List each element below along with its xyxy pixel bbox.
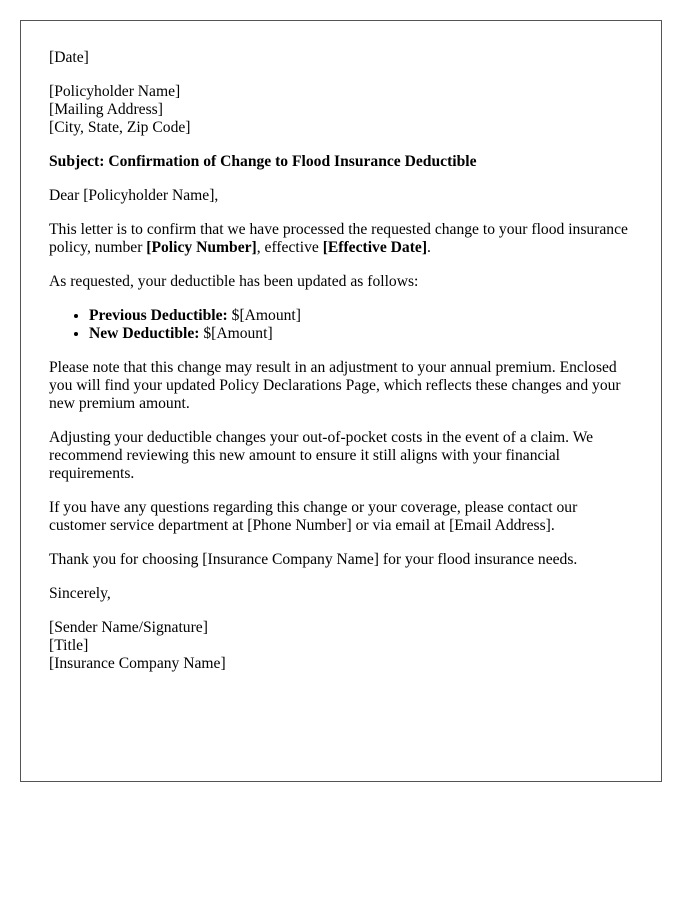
letter-page [20,20,662,782]
recipient-city-state-zip: [City, State, Zip Code] [49,119,191,136]
recipient-mailing-address: [Mailing Address] [49,101,163,118]
intro-suffix: . [427,239,431,256]
deductible-list [49,307,633,343]
sender-company: [Insurance Company Name] [49,655,226,672]
deductible-advice-paragraph: Adjusting your deductible changes your out-of-pocket costs in the event of a claim. We recommend reviewing this new amount to ensure it still aligns with your financial requirements. [49,429,594,482]
new-deductible-value: $[Amount] [199,325,273,342]
new-deductible-label: New Deductible: [89,325,200,342]
list-item-new-deductible [89,325,633,343]
requested-line: As requested, your deductible has been updated as follows: [49,273,419,290]
policy-number: [Policy Number] [146,239,257,256]
sender-title: [Title] [49,637,89,654]
thank-you-paragraph: Thank you for choosing [Insurance Company Name] for your flood insurance needs. [49,551,578,568]
closing: Sincerely, [49,585,111,602]
previous-deductible-label: Previous Deductible: [89,307,228,324]
recipient-address-block [49,83,633,137]
salutation: Dear [Policyholder Name], [49,187,219,204]
intro-paragraph [49,221,633,257]
previous-deductible-value: $[Amount] [227,307,301,324]
list-item-previous-deductible [89,307,633,325]
letter-date: [Date] [49,49,89,66]
sender-name: [Sender Name/Signature] [49,619,208,636]
intro-middle: , effective [256,239,323,256]
signature-block [49,619,633,673]
recipient-name: [Policyholder Name] [49,83,181,100]
effective-date: [Effective Date] [322,239,428,256]
premium-note-paragraph: Please note that this change may result in an adjustment to your annual premium. Enclosed you will find your updated Policy Declarations Page, which reflects these changes and your new premium amount. [49,359,621,412]
contact-paragraph: If you have any questions regarding this change or your coverage, please contact our customer service department at [Phone Number] or via email at [Email Address]. [49,499,578,534]
intro-prefix: This letter is to confirm that we have processed the requested change to your flood insurance policy, number [49,221,628,256]
letter-subject: Subject: Confirmation of Change to Flood Insurance Deductible [49,153,477,170]
